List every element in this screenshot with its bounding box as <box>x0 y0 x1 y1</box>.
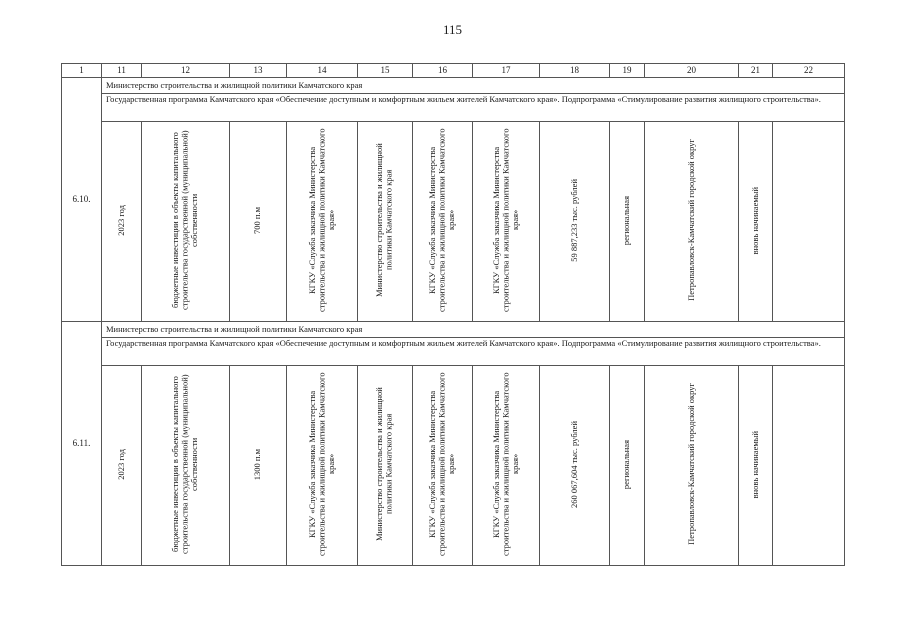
header-cell: 18 <box>540 64 610 78</box>
page-number: 115 <box>442 22 463 37</box>
customer-cell <box>287 366 358 566</box>
developer-text: КГКУ «Служба заказчика Министерства строительства и жилищной политики Камчатского края» <box>427 372 457 557</box>
status-text: вновь начинаемый <box>749 430 760 498</box>
ministry-col-text: Министерство строительства и жилищной политики Камчатского края <box>374 387 394 542</box>
investment-type-text: бюджетные инвестиции в объекты капитального строительства государственной (муниципальной) собственности <box>170 374 200 555</box>
year-text: 2023 год <box>115 448 126 480</box>
header-cell: 14 <box>287 64 358 78</box>
year-text: 2023 год <box>115 204 126 236</box>
location-cell <box>645 366 739 566</box>
ministry-cell: Министерство строительства и жилищной политики Камчатского края <box>102 322 845 338</box>
col22-cell <box>773 122 845 322</box>
capacity-cell <box>230 122 287 322</box>
ministry-cell: Министерство строительства и жилищной политики Камчатского края <box>102 78 845 94</box>
year-cell <box>102 366 142 566</box>
customer-cell <box>287 122 358 322</box>
header-cell: 16 <box>413 64 473 78</box>
program-row <box>62 338 845 366</box>
row-number: 6.10. <box>62 78 102 322</box>
header-cell: 17 <box>473 64 540 78</box>
table-row <box>62 122 845 322</box>
location-text: Петропавловск-Камчатский городской округ <box>685 139 696 302</box>
year-cell <box>102 122 142 322</box>
program-cell: Государственная программа Камчатского края «Обеспечение доступным и комфортным жильем жителей Камчатского края». Подпрограмма «Стимулирование развития жилищного строительства». <box>102 338 845 366</box>
investment-type-text: бюджетные инвестиции в объекты капитального строительства государственной (муниципальной) собственности <box>170 130 200 311</box>
col22-cell <box>773 366 845 566</box>
header-cell: 19 <box>610 64 645 78</box>
location-cell <box>645 122 739 322</box>
recipient-text: КГКУ «Служба заказчика Министерства строительства и жилищной политики Камчатского края» <box>490 128 520 313</box>
ministry-row <box>62 78 845 94</box>
ministry-col-text: Министерство строительства и жилищной политики Камчатского края <box>374 143 394 298</box>
row-number: 6.11. <box>62 322 102 566</box>
level-text: региональная <box>621 439 632 489</box>
developer-text: КГКУ «Служба заказчика Министерства строительства и жилищной политики Камчатского края» <box>427 128 457 313</box>
developer-cell <box>413 122 473 322</box>
level-cell <box>610 122 645 322</box>
capacity-cell <box>230 366 287 566</box>
header-cell: 15 <box>358 64 413 78</box>
cost-text: 260 067,604 тыс. рублей <box>568 420 579 508</box>
developer-cell <box>413 366 473 566</box>
ministry-col-cell <box>358 122 413 322</box>
register-table <box>61 63 845 566</box>
level-cell <box>610 366 645 566</box>
status-cell <box>739 366 773 566</box>
level-text: региональная <box>621 195 632 245</box>
header-cell: 1 <box>62 64 102 78</box>
status-text: вновь начинаемый <box>749 186 760 254</box>
customer-text: КГКУ «Служба заказчика Министерства строительства и жилищной политики Камчатского края» <box>306 128 336 313</box>
header-cell: 13 <box>230 64 287 78</box>
cost-cell <box>540 122 610 322</box>
capacity-text: 1300 п.м <box>252 448 263 480</box>
program-cell: Государственная программа Камчатского края «Обеспечение доступным и комфортным жильем жителей Камчатского края». Подпрограмма «Стимулирование развития жилищного строительства». <box>102 94 845 122</box>
header-cell: 11 <box>102 64 142 78</box>
capacity-text: 700 п.м <box>252 206 263 234</box>
header-cell: 21 <box>739 64 773 78</box>
recipient-cell <box>473 122 540 322</box>
header-cell: 20 <box>645 64 739 78</box>
ministry-row <box>62 322 845 338</box>
investment-type-cell <box>142 366 230 566</box>
cost-text: 59 887,233 тыс. рублей <box>568 178 579 262</box>
header-row <box>62 64 845 78</box>
status-cell <box>739 122 773 322</box>
header-cell: 12 <box>142 64 230 78</box>
recipient-cell <box>473 366 540 566</box>
header-cell: 22 <box>773 64 845 78</box>
program-row <box>62 94 845 122</box>
table-row <box>62 366 845 566</box>
investment-type-cell <box>142 122 230 322</box>
customer-text: КГКУ «Служба заказчика Министерства строительства и жилищной политики Камчатского края» <box>306 372 336 557</box>
location-text: Петропавловск-Камчатский городской округ <box>685 383 696 546</box>
recipient-text: КГКУ «Служба заказчика Министерства строительства и жилищной политики Камчатского края» <box>490 372 520 557</box>
ministry-col-cell <box>358 366 413 566</box>
cost-cell <box>540 366 610 566</box>
